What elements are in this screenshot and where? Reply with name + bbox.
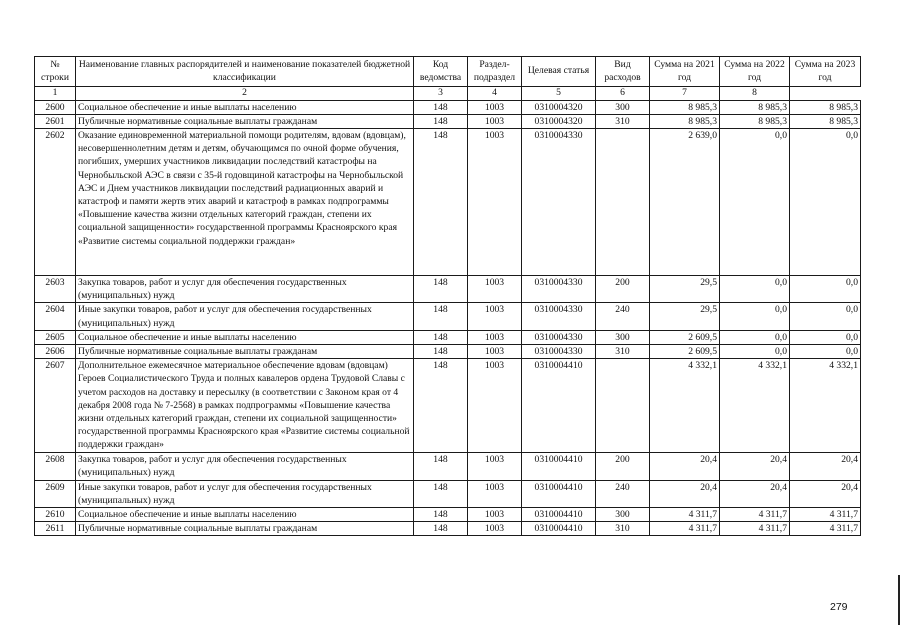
sum-2022-cell: 8 985,3 xyxy=(720,114,790,128)
dept-code-cell: 148 xyxy=(414,345,468,359)
header-index: 1 xyxy=(35,87,76,101)
table-row xyxy=(35,276,861,303)
header-index: 6 xyxy=(596,87,650,101)
dept-code-cell: 148 xyxy=(414,359,468,453)
header-section: Раздел-подраздел xyxy=(468,57,522,87)
section-cell: 1003 xyxy=(468,508,522,522)
row-name-cell: Иные закупки товаров, работ и услуг для обеспечения государственных (муниципальных) нужд xyxy=(76,303,414,330)
sum-2021-cell: 2 609,5 xyxy=(650,345,720,359)
target-article-cell: 0310004330 xyxy=(522,276,596,303)
header-target-article: Целевая статья xyxy=(522,57,596,87)
expense-type-cell xyxy=(596,359,650,453)
table-row xyxy=(35,330,861,344)
row-name-cell: Закупка товаров, работ и услуг для обеспечения государственных (муниципальных) нужд xyxy=(76,453,414,480)
row-number-cell: 2609 xyxy=(35,480,76,507)
row-number-cell: 2608 xyxy=(35,453,76,480)
sum-2023-cell: 0,0 xyxy=(790,276,861,303)
sum-2022-cell: 20,4 xyxy=(720,480,790,507)
sum-2021-cell: 2 639,0 xyxy=(650,129,720,276)
sum-2022-cell: 4 332,1 xyxy=(720,359,790,453)
row-number-cell: 2610 xyxy=(35,508,76,522)
row-name-cell: Социальное обеспечение и иные выплаты населению xyxy=(76,330,414,344)
section-cell: 1003 xyxy=(468,480,522,507)
sum-2022-cell: 0,0 xyxy=(720,129,790,276)
row-name-cell: Публичные нормативные социальные выплаты гражданам xyxy=(76,114,414,128)
section-cell: 1003 xyxy=(468,100,522,114)
expense-type-cell: 310 xyxy=(596,522,650,536)
header-sum-2022: Сумма на 2022 год xyxy=(720,57,790,87)
table-row xyxy=(35,100,861,114)
page-edge-line xyxy=(898,575,900,625)
section-cell: 1003 xyxy=(468,345,522,359)
target-article-cell: 0310004320 xyxy=(522,100,596,114)
dept-code-cell: 148 xyxy=(414,303,468,330)
expense-type-cell: 240 xyxy=(596,480,650,507)
table-row xyxy=(35,480,861,507)
header-row xyxy=(35,57,861,87)
sum-2022-cell: 20,4 xyxy=(720,453,790,480)
sum-2023-cell: 20,4 xyxy=(790,480,861,507)
expense-type-cell: 310 xyxy=(596,114,650,128)
target-article-cell: 0310004410 xyxy=(522,522,596,536)
row-name-cell: Публичные нормативные социальные выплаты гражданам xyxy=(76,345,414,359)
section-cell: 1003 xyxy=(468,114,522,128)
sum-2021-cell: 29,5 xyxy=(650,303,720,330)
sum-2023-cell: 8 985,3 xyxy=(790,114,861,128)
section-cell: 1003 xyxy=(468,303,522,330)
target-article-cell: 0310004330 xyxy=(522,330,596,344)
table-row xyxy=(35,453,861,480)
section-cell: 1003 xyxy=(468,522,522,536)
section-cell: 1003 xyxy=(468,276,522,303)
sum-2021-cell: 4 332,1 xyxy=(650,359,720,453)
row-name-cell: Публичные нормативные социальные выплаты гражданам xyxy=(76,522,414,536)
header-index: 3 xyxy=(414,87,468,101)
dept-code-cell: 148 xyxy=(414,276,468,303)
row-number-cell: 2601 xyxy=(35,114,76,128)
dept-code-cell: 148 xyxy=(414,508,468,522)
header-row-number: № строки xyxy=(35,57,76,87)
row-number-cell: 2602 xyxy=(35,129,76,276)
sum-2022-cell: 8 985,3 xyxy=(720,100,790,114)
sum-2023-cell: 0,0 xyxy=(790,345,861,359)
section-cell: 1003 xyxy=(468,359,522,453)
target-article-cell: 0310004330 xyxy=(522,345,596,359)
budget-document xyxy=(34,56,860,536)
target-article-cell: 0310004330 xyxy=(522,303,596,330)
header-index: 4 xyxy=(468,87,522,101)
expense-type-cell: 300 xyxy=(596,330,650,344)
expense-type-cell: 240 xyxy=(596,303,650,330)
sum-2023-cell: 4 311,7 xyxy=(790,508,861,522)
sum-2021-cell: 2 609,5 xyxy=(650,330,720,344)
sum-2022-cell: 4 311,7 xyxy=(720,522,790,536)
target-article-cell: 0310004410 xyxy=(522,480,596,507)
header-index: 8 xyxy=(720,87,790,101)
row-number-cell: 2607 xyxy=(35,359,76,453)
row-number-cell: 2605 xyxy=(35,330,76,344)
header-number-row xyxy=(35,87,861,101)
sum-2023-cell: 0,0 xyxy=(790,129,861,276)
dept-code-cell: 148 xyxy=(414,330,468,344)
sum-2022-cell: 0,0 xyxy=(720,345,790,359)
row-name-cell: Закупка товаров, работ и услуг для обеспечения государственных (муниципальных) нужд xyxy=(76,276,414,303)
sum-2023-cell: 20,4 xyxy=(790,453,861,480)
dept-code-cell: 148 xyxy=(414,453,468,480)
sum-2021-cell: 4 311,7 xyxy=(650,522,720,536)
sum-2022-cell: 4 311,7 xyxy=(720,508,790,522)
sum-2021-cell: 20,4 xyxy=(650,480,720,507)
header-sum-2023: Сумма на 2023 год xyxy=(790,57,861,87)
expense-type-cell xyxy=(596,129,650,276)
sum-2021-cell: 4 311,7 xyxy=(650,508,720,522)
table-row xyxy=(35,303,861,330)
dept-code-cell: 148 xyxy=(414,114,468,128)
sum-2021-cell: 8 985,3 xyxy=(650,100,720,114)
row-number-cell: 2600 xyxy=(35,100,76,114)
dept-code-cell: 148 xyxy=(414,522,468,536)
sum-2022-cell: 0,0 xyxy=(720,330,790,344)
expense-type-cell: 310 xyxy=(596,345,650,359)
row-number-cell: 2604 xyxy=(35,303,76,330)
sum-2021-cell: 8 985,3 xyxy=(650,114,720,128)
table-row xyxy=(35,508,861,522)
sum-2023-cell: 4 311,7 xyxy=(790,522,861,536)
table-row xyxy=(35,522,861,536)
header-sum-2021: Сумма на 2021 год xyxy=(650,57,720,87)
dept-code-cell: 148 xyxy=(414,100,468,114)
row-name-cell: Оказание единовременной материальной помощи родителям, вдовам (вдовцам), несовершеннолетним детям и детям, обучающимся по очной форме обучения, погибших, умерших участников ликвидации последствий катастрофы на Чернобыльской АЭС в связи с 35-й годовщиной катастрофы на Чернобыльской АЭС и Днем участников ликвидации последствий радиационных аварий и катастроф и памяти жертв этих аварий и катастроф в рамках подпрограммы «Повышение качества жизни отдельных категорий граждан, степени их социальной защищенности» государственной программы Красноярского края «Развитие системы социальной поддержки граждан» xyxy=(76,129,414,276)
row-number-cell: 2606 xyxy=(35,345,76,359)
sum-2023-cell: 0,0 xyxy=(790,330,861,344)
header-name: Наименование главных распорядителей и наименование показателей бюджетной классификации xyxy=(76,57,414,87)
target-article-cell: 0310004410 xyxy=(522,453,596,480)
row-name-cell: Социальное обеспечение и иные выплаты населению xyxy=(76,508,414,522)
row-name-cell: Иные закупки товаров, работ и услуг для обеспечения государственных (муниципальных) нужд xyxy=(76,480,414,507)
sum-2023-cell: 4 332,1 xyxy=(790,359,861,453)
target-article-cell: 0310004320 xyxy=(522,114,596,128)
section-cell: 1003 xyxy=(468,129,522,276)
header-index: 7 xyxy=(650,87,720,101)
target-article-cell: 0310004410 xyxy=(522,359,596,453)
section-cell: 1003 xyxy=(468,453,522,480)
budget-table xyxy=(34,56,861,536)
target-article-cell: 0310004330 xyxy=(522,129,596,276)
row-name-cell: Социальное обеспечение и иные выплаты населению xyxy=(76,100,414,114)
sum-2023-cell: 8 985,3 xyxy=(790,100,861,114)
table-body xyxy=(35,100,861,536)
expense-type-cell: 200 xyxy=(596,276,650,303)
dept-code-cell: 148 xyxy=(414,480,468,507)
table-row xyxy=(35,114,861,128)
table-row xyxy=(35,129,861,276)
sum-2021-cell: 29,5 xyxy=(650,276,720,303)
header-index: 5 xyxy=(522,87,596,101)
sum-2022-cell: 0,0 xyxy=(720,303,790,330)
target-article-cell: 0310004410 xyxy=(522,508,596,522)
sum-2021-cell: 20,4 xyxy=(650,453,720,480)
sum-2022-cell: 0,0 xyxy=(720,276,790,303)
sum-2023-cell: 0,0 xyxy=(790,303,861,330)
row-name-cell: Дополнительное ежемесячное материальное обеспечение вдовам (вдовцам) Героев Социалистического Труда и полных кавалеров ордена Трудовой Славы с учетом расходов на доставку и пересылку (в соответствии с Законом края от 4 декабря 2008 года № 7-2568) в рамках подпрограммы «Повышение качества жизни отдельных категорий граждан, степени их социальной защищенности» государственной программы Красноярского края «Развитие системы социальной поддержки граждан» xyxy=(76,359,414,453)
dept-code-cell: 148 xyxy=(414,129,468,276)
table-row xyxy=(35,345,861,359)
row-number-cell: 2611 xyxy=(35,522,76,536)
row-number-cell: 2603 xyxy=(35,276,76,303)
section-cell: 1003 xyxy=(468,330,522,344)
expense-type-cell: 200 xyxy=(596,453,650,480)
page-number: 279 xyxy=(830,601,848,613)
header-dept-code: Код ведомства xyxy=(414,57,468,87)
header-expense-type: Вид расходов xyxy=(596,57,650,87)
expense-type-cell: 300 xyxy=(596,508,650,522)
table-row xyxy=(35,359,861,453)
header-index: 2 xyxy=(76,87,414,101)
expense-type-cell: 300 xyxy=(596,100,650,114)
